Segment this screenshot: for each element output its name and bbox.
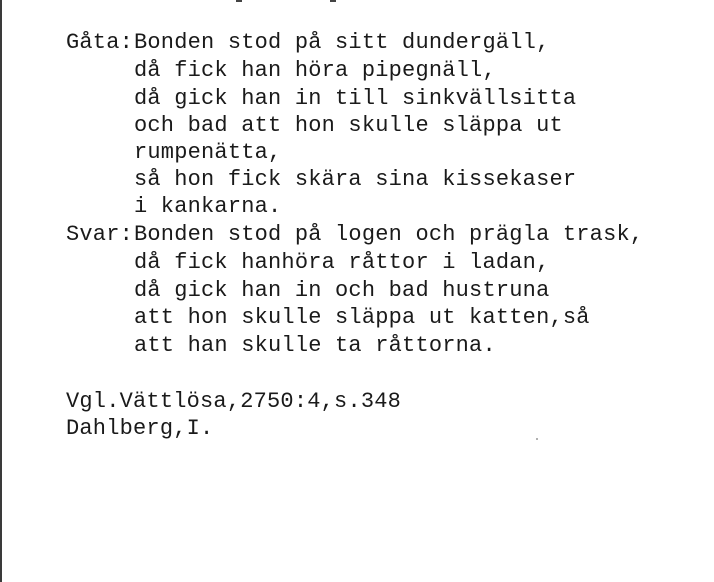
riddle-text: då fick han höra pipegnäll, — [134, 58, 496, 83]
answer-text: att hon skulle släppa ut katten,så — [134, 305, 590, 330]
riddle-line — [66, 112, 563, 140]
riddle-line — [66, 57, 496, 85]
answer-label: Svar: — [66, 222, 134, 247]
source-reference: Vgl.Vättlösa,2750:4,s.348 — [66, 389, 402, 414]
answer-line — [66, 249, 549, 277]
riddle-text: Bonden stod på sitt dundergäll, — [134, 30, 550, 55]
answer-line — [66, 221, 643, 249]
answer-text: då fick hanhöra råttor i ladan, — [134, 250, 550, 275]
paper-speck — [536, 438, 538, 440]
riddle-line — [66, 85, 576, 113]
top-edge-mark — [236, 0, 242, 2]
riddle-text: så hon fick skära sina kissekaser — [134, 167, 577, 192]
riddle-line — [66, 139, 281, 167]
answer-line — [66, 332, 496, 360]
riddle-text: då gick han in till sinkvällsitta — [134, 86, 577, 111]
riddle-line — [66, 193, 281, 221]
riddle-text: och bad att hon skulle släppa ut — [134, 113, 563, 138]
top-edge-mark — [330, 0, 336, 2]
riddle-line — [66, 166, 576, 194]
card-left-border — [0, 0, 2, 582]
collector-name: Dahlberg,I. — [66, 416, 214, 441]
answer-line — [66, 277, 549, 305]
answer-text: då gick han in och bad hustruna — [134, 278, 550, 303]
riddle-label: Gåta: — [66, 30, 134, 55]
answer-text: Bonden stod på logen och prägla trask, — [134, 222, 644, 247]
answer-line — [66, 304, 590, 332]
answer-text: att han skulle ta råttorna. — [134, 333, 496, 358]
riddle-text: rumpenätta, — [134, 140, 282, 165]
riddle-line — [66, 29, 549, 57]
riddle-text: i kankarna. — [134, 194, 282, 219]
